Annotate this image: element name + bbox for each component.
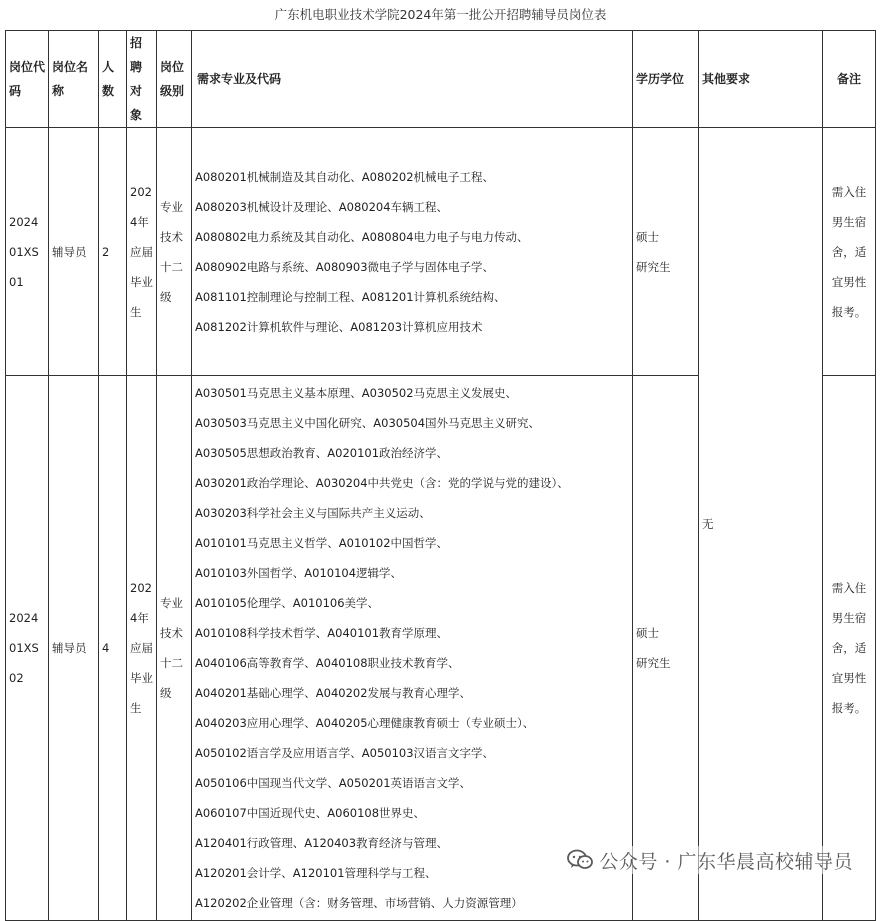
cell-note: 需入住男生宿舍，适宜男性报考。 — [823, 376, 876, 921]
table-title: 广东机电职业技术学院2024年第一批公开招聘辅导员岗位表 — [274, 7, 607, 22]
cell-majors — [192, 128, 633, 376]
degree-line: 硕士 — [636, 229, 659, 244]
major-line: A080802电力系统及其自动化、A080804电力电子与电力传动、 — [195, 229, 529, 244]
header-code: 岗位代码 — [6, 31, 49, 128]
major-line: A060107中国近现代史、A060108世界史、 — [195, 806, 426, 820]
major-line: A120202企业管理（含：财务管理、市场营销、人力资源管理） — [195, 896, 523, 910]
watermark-text: 公众号 · 广东华晨高校辅导员 — [599, 850, 853, 873]
cell-name: 辅导员 — [49, 128, 99, 376]
major-line: A040106高等教育学、A040108职业技术教育学、 — [195, 656, 460, 670]
major-line: A080902电路与系统、A080903微电子学与固体电子学、 — [195, 259, 495, 274]
cell-other: 无 — [699, 128, 823, 921]
degree-line: 研究生 — [636, 656, 671, 670]
major-line: A040201基础心理学、A040202发展与教育心理学、 — [195, 686, 472, 700]
job-table — [5, 30, 876, 921]
major-line: A040203应用心理学、A040205心理健康教育硕士（专业硕士）、 — [195, 716, 535, 730]
cell-level: 专业技术十二级 — [157, 376, 192, 921]
header-other: 其他要求 — [699, 31, 823, 128]
watermark — [567, 846, 853, 874]
major-line: A050102语言学及应用语言学、A050103汉语言文字学、 — [195, 746, 495, 760]
cell-code: 202401XS02 — [6, 376, 49, 921]
table-row — [6, 128, 876, 376]
header-majors: 需求专业及代码 — [192, 31, 633, 128]
major-line: A080201机械制造及其自动化、A080202机械电子工程、 — [195, 169, 495, 184]
header-level: 岗位级别 — [157, 31, 192, 128]
cell-target: 2024年应届毕业生 — [127, 128, 157, 376]
major-line: A010105伦理学、A010106美学、 — [195, 596, 380, 610]
cell-code: 202401XS01 — [6, 128, 49, 376]
major-line: A010101马克思主义哲学、A010102中国哲学、 — [195, 536, 449, 550]
major-line: A030501马克思主义基本原理、A030502马克思主义发展史、 — [195, 386, 518, 400]
major-line: A050106中国现当代文学、A050201英语语言文学、 — [195, 776, 472, 790]
major-line: A030505思想政治教育、A020101政治经济学、 — [195, 446, 449, 460]
header-degree: 学历学位 — [633, 31, 699, 128]
cell-target: 2024年应届毕业生 — [127, 376, 157, 921]
major-line: A030503马克思主义中国化研究、A030504国外马克思主义研究、 — [195, 416, 541, 430]
cell-majors — [192, 376, 633, 921]
header-target: 招聘对象 — [127, 31, 157, 128]
major-line: A030201政治学理论、A030204中共党史（含：党的学说与党的建设）、 — [195, 476, 569, 490]
major-line: A010108科学技术哲学、A040101教育学原理、 — [195, 626, 449, 640]
cell-name: 辅导员 — [49, 376, 99, 921]
degree-line: 硕士 — [636, 626, 659, 640]
cell-degree — [633, 376, 699, 921]
major-line: A010103外国哲学、A010104逻辑学、 — [195, 566, 403, 580]
wechat-icon — [567, 849, 593, 871]
cell-count: 2 — [99, 128, 127, 376]
cell-count: 4 — [99, 376, 127, 921]
cell-degree — [633, 128, 699, 376]
major-line: A030203科学社会主义与国际共产主义运动、 — [195, 506, 431, 520]
cell-note: 需入住男生宿舍，适宜男性报考。 — [823, 128, 876, 376]
major-line: A080203机械设计及理论、A080204车辆工程、 — [195, 199, 449, 214]
major-line: A081202计算机软件与理论、A081203计算机应用技术 — [195, 319, 483, 334]
major-line: A081101控制理论与控制工程、A081201计算机系统结构、 — [195, 289, 506, 304]
major-line: A120201会计学、A120101管理科学与工程、 — [195, 866, 437, 880]
header-count: 人数 — [99, 31, 127, 128]
header-note: 备注 — [823, 31, 876, 128]
degree-line: 研究生 — [636, 259, 671, 274]
cell-level: 专业技术十二级 — [157, 128, 192, 376]
header-name: 岗位名称 — [49, 31, 99, 128]
header-row — [6, 31, 876, 128]
major-line: A120401行政管理、A120403教育经济与管理、 — [195, 836, 449, 850]
